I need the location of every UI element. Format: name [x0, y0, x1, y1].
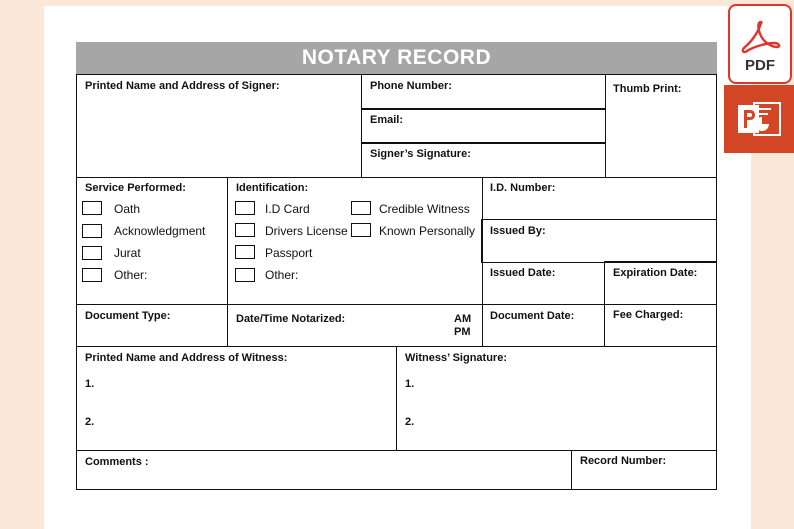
id-card-checkbox[interactable] [235, 201, 255, 215]
expiration-date-label: Expiration Date: [613, 267, 698, 279]
record-number-label: Record Number: [580, 454, 667, 467]
form-title: NOTARY RECORD [76, 42, 717, 74]
date-time-cell [227, 304, 483, 348]
comments-block [76, 450, 717, 490]
id-number-label: I.D. Number: [490, 182, 556, 194]
acknowledgment-checkbox[interactable] [82, 224, 102, 238]
document-type-label: Document Type: [85, 310, 171, 322]
pdf-file-icon[interactable] [728, 4, 792, 84]
id-card-option: I.D Card [265, 201, 310, 216]
fee-charged-label: Fee Charged: [613, 308, 684, 321]
powerpoint-symbol-icon [724, 85, 794, 153]
known-personally-option: Known Personally [379, 223, 476, 238]
service-id-block [76, 177, 717, 305]
witness-1-number: 1. [85, 378, 95, 390]
drivers-license-option: Drivers License [265, 223, 348, 238]
witness-block [76, 346, 717, 451]
identification-cell [227, 177, 483, 305]
acrobat-symbol-icon [741, 20, 781, 54]
signer-block [76, 74, 717, 178]
witness-signature-cell [396, 346, 717, 451]
service-other-checkbox[interactable] [82, 268, 102, 282]
phone-cell [361, 74, 606, 110]
passport-checkbox[interactable] [235, 245, 255, 259]
service-other-option: Other: [114, 268, 148, 282]
acknowledgment-option: Acknowledgment [114, 224, 206, 238]
credible-witness-checkbox[interactable] [351, 201, 371, 215]
expiration-date-cell [604, 261, 717, 305]
fee-charged-cell [604, 304, 717, 348]
known-personally-checkbox[interactable] [351, 223, 371, 237]
signer-signature-label: Signer’s Signature: [370, 148, 471, 160]
witness-2-number: 2. [85, 416, 95, 428]
comments-label: Comments : [85, 456, 149, 468]
issued-date-label: Issued Date: [490, 267, 556, 279]
pm-label: PM [454, 325, 471, 338]
pdf-label: PDF [745, 57, 775, 74]
am-label: AM [454, 312, 472, 325]
jurat-option: Jurat [114, 246, 141, 260]
phone-label: Phone Number: [370, 79, 452, 92]
id-other-option: Other: [265, 267, 299, 282]
email-label: Email: [370, 114, 404, 126]
identification-label: Identification: [236, 181, 309, 194]
document-block [76, 304, 717, 348]
thumb-print-label: Thumb Print: [613, 83, 682, 95]
passport-option: Passport [265, 245, 313, 260]
date-time-label: Date/Time Notarized: [236, 312, 346, 325]
witness-signature-2-number: 2. [405, 415, 415, 428]
drivers-license-checkbox[interactable] [235, 223, 255, 237]
oath-option: Oath [114, 202, 141, 216]
id-other-checkbox[interactable] [235, 268, 255, 282]
record-number-cell [571, 450, 717, 490]
email-cell [361, 108, 606, 144]
signer-name-address-label: Printed Name and Address of Signer: [85, 80, 280, 92]
issued-by-cell [481, 219, 717, 263]
witness-name-address-label: Printed Name and Address of Witness: [85, 352, 288, 364]
powerpoint-file-icon[interactable] [724, 85, 794, 153]
witness-signature-1-number: 1. [405, 377, 415, 390]
jurat-checkbox[interactable] [82, 246, 102, 260]
credible-witness-option: Credible Witness [379, 201, 470, 216]
signer-signature-cell [361, 142, 606, 177]
witness-signature-label: Witness’ Signature: [405, 351, 507, 364]
document-date-label: Document Date: [490, 310, 575, 322]
oath-checkbox[interactable] [82, 201, 102, 215]
service-performed-label: Service Performed: [85, 182, 186, 194]
issued-by-label: Issued By: [490, 225, 546, 237]
